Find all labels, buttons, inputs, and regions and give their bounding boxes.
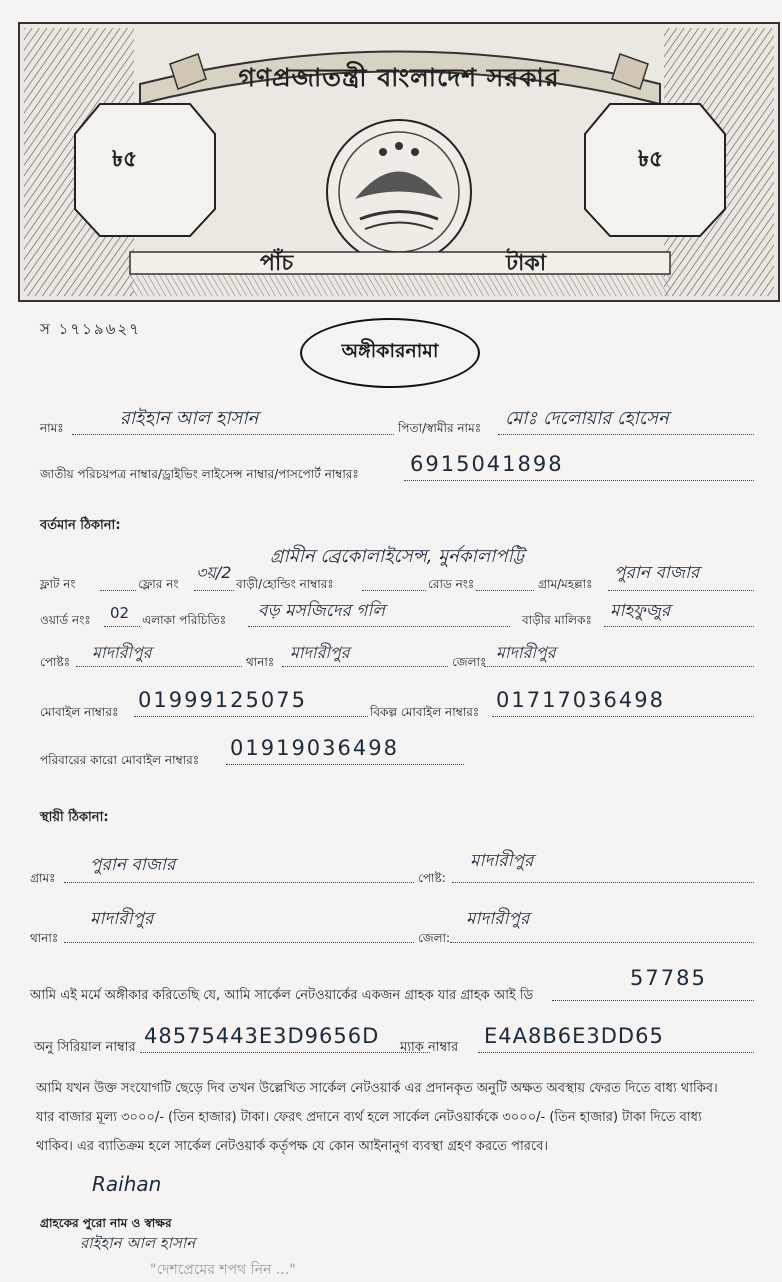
stamp-serial: স ১৭১৯৬২৭ bbox=[40, 320, 141, 338]
label-alt-mobile: বিকল্প মোবাইল নাম্বারঃ bbox=[370, 705, 480, 719]
value-village: পুরান বাজার bbox=[90, 855, 176, 875]
value-holding: গ্রামীন ব্রেকোলাইসেন্স, মুর্নকালাপট্টি bbox=[270, 546, 525, 567]
terms-line: থাকিব। এর ব্যাতিক্রম হলে সার্কেল নেটওয়ার্ক কর্তৃপক্ষ যে কোন আইনানুগ ব্যবস্থা গ্রহণ করতে পারবে। bbox=[36, 1139, 549, 1154]
terms-line: আমি যখন উক্ত সংযোগটি ছেড়ে দিব তখন উল্লেখিত সার্কেল নেটওয়ার্ক এর প্রদানকৃত অনুটি অক্ষত অবস্থায় ফেরত দিতে বাধ্য থাকিব। bbox=[36, 1081, 718, 1096]
label-district: জেলাঃ bbox=[452, 655, 487, 669]
label-thana: থানাঃ bbox=[246, 655, 275, 669]
value-ward: 02 bbox=[110, 604, 130, 622]
label-father: পিতা/স্বামীর নামঃ bbox=[398, 421, 482, 435]
label-village-area: গ্রাম/মহল্লাঃ bbox=[538, 577, 593, 591]
family-mobile-line bbox=[226, 764, 464, 765]
value-sig-name: রাইহান আল হাসান bbox=[80, 1234, 196, 1252]
label-road: রোড নংঃ bbox=[428, 577, 475, 591]
label-flat: ফ্লাট নং bbox=[40, 577, 76, 591]
village-area-line bbox=[608, 590, 754, 591]
value-mac-no: E4A8B6E3DD65 bbox=[484, 1024, 664, 1048]
signature: Raihan bbox=[92, 1172, 162, 1196]
value-name: রাইহান আল হাসান bbox=[120, 408, 259, 429]
label-area-id: এলাকা পরিচিতিঃ bbox=[142, 613, 227, 627]
owner-line bbox=[604, 626, 754, 627]
post2-line bbox=[452, 882, 754, 883]
footer-slogan: "দেশপ্রেমের শপথ নিন ..." bbox=[150, 1262, 296, 1278]
signature-label: গ্রাহকের পুরো নাম ও স্বাক্ষর bbox=[40, 1216, 172, 1230]
stamp-value-left: ৳৫ bbox=[112, 147, 138, 172]
label-family-mobile: পরিবারের কারো মোবাইল নাম্বারঃ bbox=[40, 753, 200, 767]
label-post: পোষ্টঃ bbox=[40, 655, 71, 669]
value-village-area: পুরান বাজার bbox=[614, 563, 700, 583]
label-holding: বাড়ী/হোল্ডিং নাম্বারঃ bbox=[236, 577, 334, 591]
value-thana: মাদারীপুর bbox=[290, 643, 350, 662]
area-id-line bbox=[248, 626, 510, 627]
label-name: নামঃ bbox=[40, 421, 64, 435]
terms-line: যার বাজার মূল্য ৩০০০/- (তিন হাজার) টাকা। ফেরৎ প্রদানে ব্যর্থ হলে সার্কেল নেটওয়ার্ককে ৩০০০/- (তিন হাজার) টাকা দিতে বাধ্য bbox=[36, 1110, 702, 1125]
label-mac-no: ম্যাক নাম্বার bbox=[400, 1040, 459, 1055]
value-nid: 6915041898 bbox=[410, 452, 564, 476]
flat-line bbox=[100, 590, 136, 591]
document-heading: অঙ্গীকারনামা bbox=[300, 318, 480, 388]
stamp-title: গণপ্রজাতন্ত্রী বাংলাদেশ সরকার bbox=[238, 63, 560, 92]
section-current-address: বর্তমান ঠিকানা: bbox=[40, 518, 121, 533]
value-district: মাদারীপুর bbox=[496, 643, 556, 662]
value-serial-no: 48575443E3D9656D bbox=[144, 1024, 380, 1048]
section-permanent-address: স্থায়ী ঠিকানা: bbox=[40, 810, 109, 825]
label-ward: ওয়ার্ড নংঃ bbox=[40, 613, 91, 627]
alt-mobile-line bbox=[492, 716, 754, 717]
mac-no-line bbox=[478, 1052, 754, 1053]
value-thana2: মাদারীপুর bbox=[90, 909, 154, 929]
serial-no-line bbox=[140, 1052, 430, 1053]
label-village: গ্রামঃ bbox=[30, 871, 56, 885]
customer-id-line bbox=[552, 1000, 754, 1001]
mobile-line bbox=[134, 716, 368, 717]
label-district2: জেলা: bbox=[418, 931, 451, 945]
value-area-id: বড় মসজিদের গলি bbox=[258, 601, 385, 621]
value-post2: মাদারীপুর bbox=[470, 851, 534, 871]
value-alt-mobile: 01717036498 bbox=[496, 688, 665, 712]
holding-line bbox=[362, 590, 426, 591]
ward-line bbox=[104, 626, 140, 627]
value-father: মোঃ দেলোয়ার হোসেন bbox=[505, 408, 669, 429]
floor-line bbox=[194, 590, 234, 591]
stamp-value-right: ৳৫ bbox=[638, 147, 664, 172]
label-owner: বাড়ীর মালিকঃ bbox=[522, 613, 592, 627]
nid-line bbox=[404, 480, 754, 481]
value-floor: ৩য়/2 bbox=[196, 563, 232, 582]
thana2-line bbox=[64, 942, 414, 943]
value-district2: মাদারীপুর bbox=[466, 909, 530, 929]
terms-paragraph bbox=[36, 1074, 776, 1161]
stamp-words-right: টাকা bbox=[506, 251, 547, 276]
stamp-words-left: পাঁচ bbox=[260, 251, 294, 276]
pledge-text: আমি এই মর্মে অঙ্গীকার করিতেছি যে, আমি সার্কেল নেটওয়ার্কের একজন গ্রাহক যার গ্রাহক আই ডি bbox=[30, 988, 534, 1003]
road-line bbox=[476, 590, 534, 591]
village-line bbox=[64, 882, 414, 883]
value-family-mobile: 01919036498 bbox=[230, 736, 399, 760]
label-mobile: মোবাইল নাম্বারঃ bbox=[40, 705, 119, 719]
stamp-header bbox=[18, 22, 780, 302]
value-owner: মাহফুজুর bbox=[610, 601, 671, 621]
value-customer-id: 57785 bbox=[630, 966, 707, 990]
label-serial-no: অনু সিরিয়াল নাম্বার bbox=[34, 1040, 136, 1055]
value-post: মাদারীপুর bbox=[92, 643, 152, 662]
label-post2: পোষ্ট: bbox=[418, 871, 446, 885]
label-thana2: থানাঃ bbox=[30, 931, 59, 945]
label-nid: জাতীয় পরিচয়পত্র নাম্বার/ড্রাইভিং লাইসেন্স নাম্বার/পাসপোর্ট নাম্বারঃ bbox=[40, 467, 359, 481]
value-mobile: 01999125075 bbox=[138, 688, 307, 712]
label-floor: ফ্লোর নং bbox=[138, 577, 179, 591]
district2-line bbox=[450, 942, 754, 943]
